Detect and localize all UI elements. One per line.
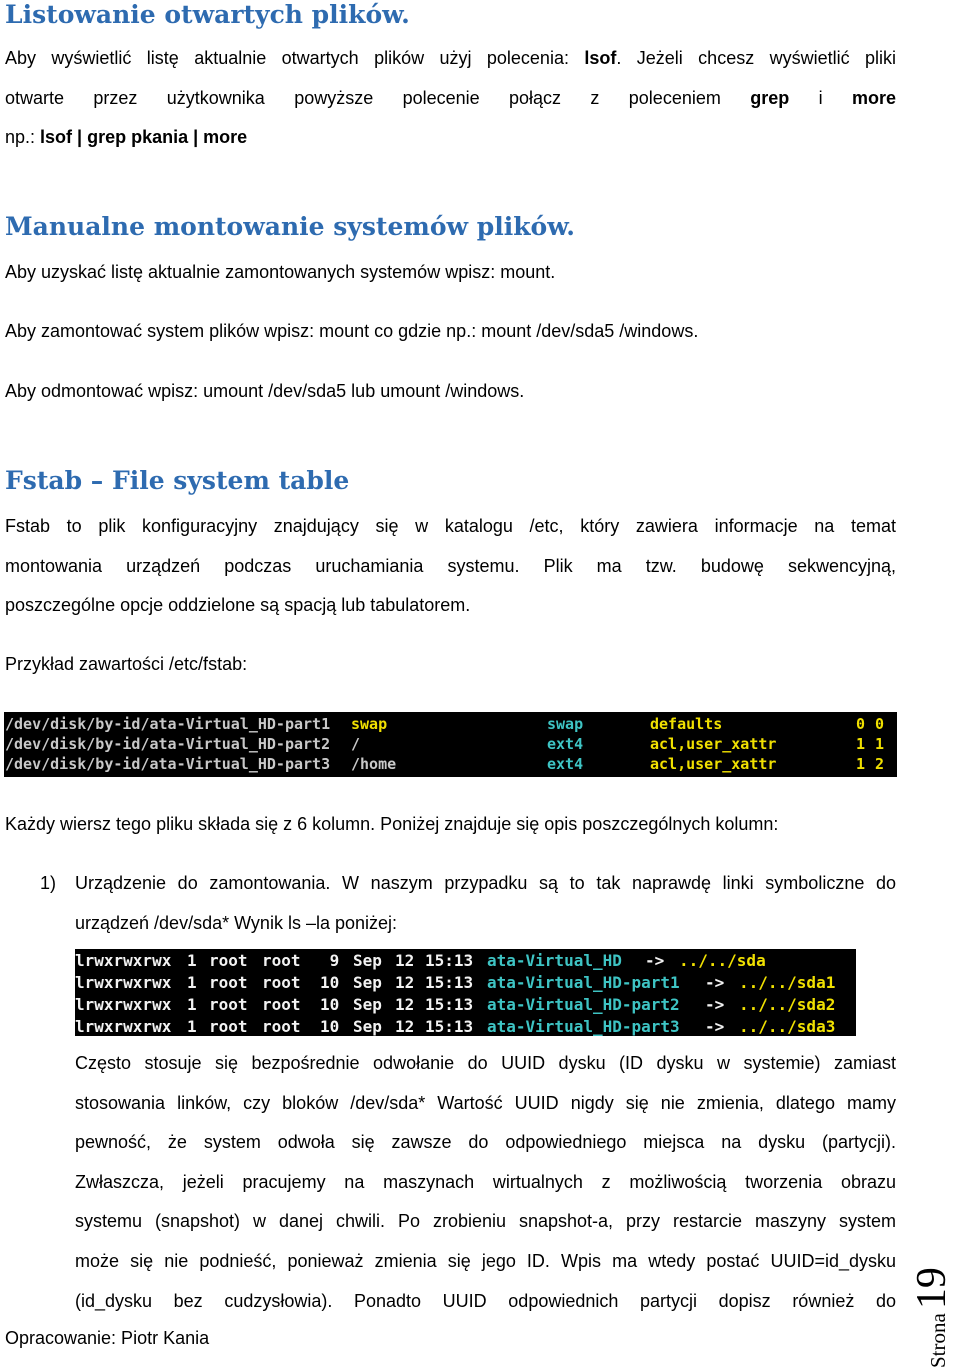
- page-number-rotated: [909, 1250, 960, 1368]
- fstab-device: /dev/disk/by-id/ata-Virtual_HD-part2: [5, 735, 331, 753]
- fstab-description-line: poszczególne opcje oddzielone są spacją lub tabulatorem.: [5, 595, 471, 615]
- ls-arrow: ->: [705, 1017, 725, 1036]
- fstab-dump: 1: [856, 735, 866, 753]
- ls-owner: root: [209, 973, 248, 992]
- ls-owner: root: [209, 1017, 248, 1036]
- uuid-paragraph-line: Często stosuje się bezpośrednie odwołanie do UUID dysku (ID dysku w systemie) zamiast: [75, 1053, 896, 1073]
- ls-month: Sep: [353, 995, 382, 1014]
- paragraph-line: [5, 78, 896, 118]
- ls-group: root: [262, 1017, 301, 1036]
- list-item-number: 1): [40, 873, 57, 893]
- ls-month: Sep: [353, 951, 382, 970]
- ls-arrow: ->: [705, 973, 725, 992]
- ls-target: ../../sda2: [739, 995, 836, 1014]
- ls-arrow: ->: [645, 951, 665, 970]
- columns-intro: Każdy wiersz tego pliku składa się z 6 kolumn. Poniżej znajduje się opis poszczególnych kolumn:: [5, 814, 779, 834]
- uuid-paragraph-line: może się nie podnieść, ponieważ zmienia się jego ID. Wpis ma wtedy postać UUID=id_dysku: [75, 1251, 896, 1271]
- page-word: Strona: [926, 1313, 950, 1368]
- ls-size: 10: [320, 973, 340, 992]
- ls-group: root: [262, 995, 301, 1014]
- text-span: . Jeżeli chcesz wyświetlić pliki: [616, 48, 897, 68]
- paragraph-line: [5, 38, 896, 78]
- fstab-options: acl,user_xattr: [650, 735, 777, 753]
- ls-day: 12: [395, 973, 415, 992]
- ls-terminal: [75, 949, 856, 1036]
- fstab-dump: 0: [856, 715, 866, 733]
- umount-command-text: Aby odmontować wpisz: umount /dev/sda5 lub umount /windows.: [5, 381, 525, 401]
- ls-links: 1: [187, 995, 197, 1014]
- fstab-fs-type: swap: [547, 715, 584, 733]
- ls-links: 1: [187, 951, 197, 970]
- footer-author: Opracowanie: Piotr Kania: [5, 1328, 210, 1348]
- text-span: np.:: [5, 127, 41, 147]
- ls-time: 15:13: [425, 995, 474, 1014]
- fstab-mount-point: swap: [351, 715, 388, 733]
- ls-target: ../../sda3: [739, 1017, 836, 1036]
- ls-group: root: [262, 951, 301, 970]
- command-grep: grep: [750, 88, 790, 108]
- ls-month: Sep: [353, 1017, 382, 1036]
- heading-manual-mount: Manualne montowanie systemów plików.: [5, 212, 575, 241]
- command-more: more: [851, 88, 896, 108]
- ls-link-name: ata-Virtual_HD: [487, 951, 622, 970]
- ls-size: 10: [320, 1017, 340, 1036]
- fstab-device: /dev/disk/by-id/ata-Virtual_HD-part3: [5, 755, 331, 773]
- uuid-paragraph-line: Zwłaszcza, jeżeli pracujemy na maszynach wirtualnych z możliwością tworzenia obrazu: [75, 1172, 896, 1192]
- ls-perms: lrwxrwxrwx: [75, 995, 172, 1014]
- command-lsof: lsof: [584, 48, 617, 68]
- ls-link-name: ata-Virtual_HD-part1: [487, 973, 680, 992]
- uuid-paragraph-line: pewność, że system odwoła się zawsze do odpowiedniego miejsca na dysku (partycji).: [75, 1132, 896, 1152]
- text-span: otwarte przez użytkownika powyższe polecenie połącz z poleceniem: [5, 88, 751, 108]
- text-span: i: [789, 88, 852, 108]
- mount-command-text: Aby zamontować system plików wpisz: mount co gdzie np.: mount /dev/sda5 /windows.: [5, 321, 699, 341]
- ls-perms: lrwxrwxrwx: [75, 1017, 172, 1036]
- fstab-pass: 1: [875, 735, 885, 753]
- fstab-pass: 0: [875, 715, 885, 733]
- list-item-line: Urządzenie do zamontowania. W naszym przypadku są to tak naprawdę linki symboliczne do: [75, 873, 896, 893]
- paragraph-line: [5, 117, 896, 157]
- page-number-label: [909, 1250, 960, 1368]
- fstab-pass: 2: [875, 755, 885, 773]
- fstab-device: /dev/disk/by-id/ata-Virtual_HD-part1: [5, 715, 331, 733]
- heading-fstab: Fstab – File system table: [5, 466, 350, 495]
- ls-time: 15:13: [425, 973, 474, 992]
- ls-month: Sep: [353, 973, 382, 992]
- fstab-fs-type: ext4: [547, 735, 584, 753]
- ls-perms: lrwxrwxrwx: [75, 951, 172, 970]
- heading-open-files: Listowanie otwartych plików.: [5, 0, 410, 29]
- fstab-options: defaults: [650, 715, 723, 733]
- fstab-fs-type: ext4: [547, 755, 584, 773]
- ls-target: ../../sda1: [739, 973, 836, 992]
- ls-link-name: ata-Virtual_HD-part2: [487, 995, 680, 1014]
- ls-target: ../../sda: [679, 951, 766, 970]
- fstab-example-label: Przykład zawartości /etc/fstab:: [5, 654, 248, 674]
- ls-links: 1: [187, 973, 197, 992]
- ls-links: 1: [187, 1017, 197, 1036]
- page-number: 19: [909, 1267, 955, 1310]
- ls-arrow: ->: [705, 995, 725, 1014]
- fstab-description-line: Fstab to plik konfiguracyjny znajdujący się w katalogu /etc, który zawiera informacje na temat: [5, 516, 896, 536]
- uuid-paragraph-line: systemu (snapshot) w danej chwili. Po zrobieniu snapshot-a, przy restarcie maszyny system: [75, 1211, 896, 1231]
- ls-size: 9: [320, 951, 340, 970]
- ls-time: 15:13: [425, 1017, 474, 1036]
- uuid-paragraph-line: (id_dysku bez cudzysłowia). Ponadto UUID odpowiednich partycji dopisz również do: [75, 1291, 896, 1311]
- ls-size: 10: [320, 995, 340, 1014]
- fstab-description-line: montowania urządzeń podczas uruchamiania systemu. Plik ma tzw. budowę sekwencyjną,: [5, 556, 896, 576]
- uuid-paragraph-line: stosowania linków, czy bloków /dev/sda* Wartość UUID nigdy się nie zmienia, dlatego mamy: [75, 1093, 896, 1113]
- fstab-options: acl,user_xattr: [650, 755, 777, 773]
- ls-owner: root: [209, 995, 248, 1014]
- list-item-line: urządzeń /dev/sda* Wynik ls –la poniżej:: [75, 913, 398, 933]
- ls-link-name: ata-Virtual_HD-part3: [487, 1017, 680, 1036]
- ls-time: 15:13: [425, 951, 474, 970]
- ls-group: root: [262, 973, 301, 992]
- ls-day: 12: [395, 995, 415, 1014]
- fstab-dump: 1: [856, 755, 866, 773]
- fstab-terminal: [4, 712, 897, 777]
- ls-owner: root: [209, 951, 248, 970]
- fstab-mount-point: /home: [351, 755, 397, 773]
- text-span: Aby wyświetlić listę aktualnie otwartych plików użyj polecenia:: [5, 48, 585, 68]
- ls-day: 12: [395, 951, 415, 970]
- fstab-mount-point: /: [351, 735, 361, 753]
- mount-list-text: Aby uzyskać listę aktualnie zamontowanych systemów wpisz: mount.: [5, 262, 556, 282]
- ls-perms: lrwxrwxrwx: [75, 973, 172, 992]
- ls-day: 12: [395, 1017, 415, 1036]
- command-example: lsof | grep pkania | more: [40, 127, 248, 147]
